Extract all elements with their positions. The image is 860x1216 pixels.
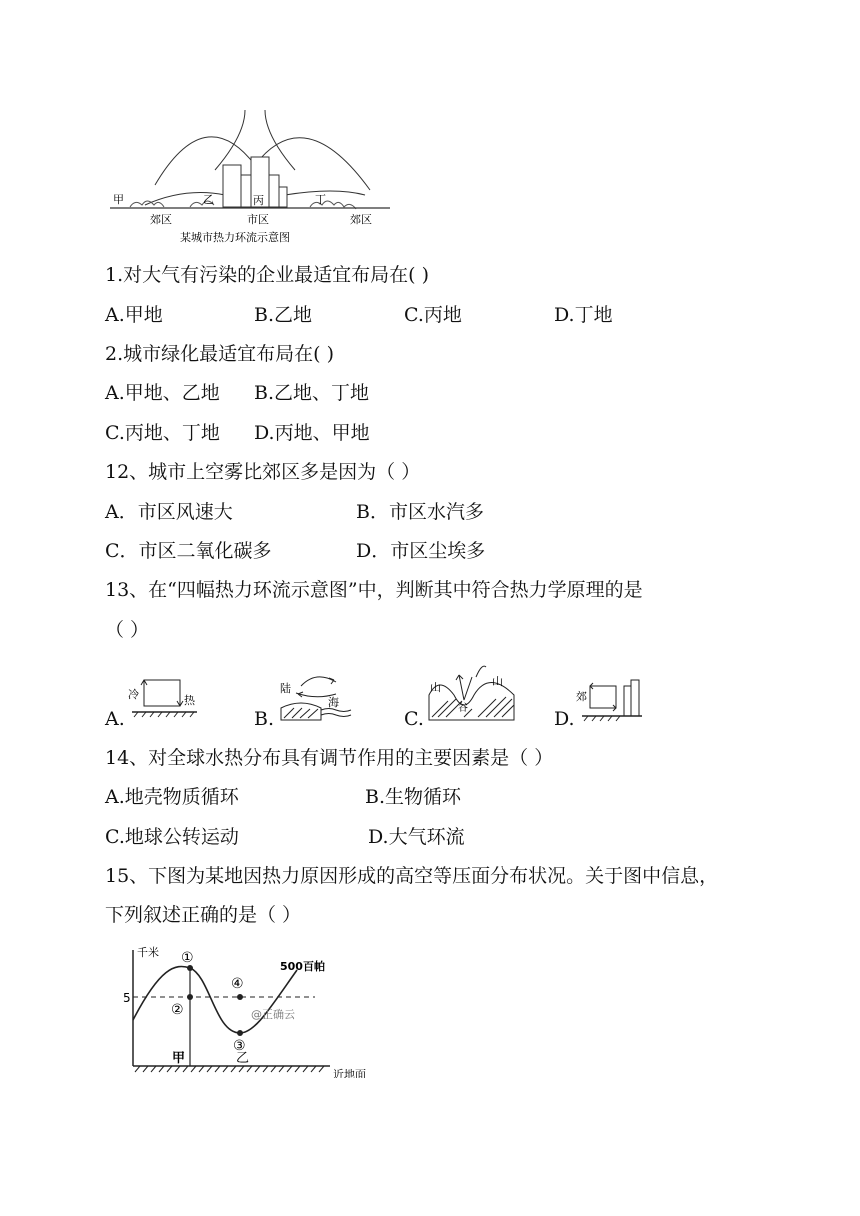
label-suburb-right: 郊区 (350, 213, 372, 226)
q1-option-a[interactable]: A.甲地 (105, 304, 163, 326)
q14-option-d[interactable]: D.大气环流 (368, 826, 465, 848)
label-yi-15: 乙 (236, 1051, 250, 1066)
q12-option-a[interactable]: A．市区风速大 (105, 501, 233, 523)
q2-stem: 2.城市绿化最适宜布局在( ) (105, 343, 334, 365)
q14-stem: 14、对全球水热分布具有调节作用的主要因素是（ ） (105, 747, 554, 769)
q2-option-b[interactable]: B.乙地、丁地 (254, 382, 370, 404)
q14-option-a[interactable]: A.地壳物质循环 (105, 786, 239, 808)
fig-c-mountain2: 山 (492, 675, 503, 688)
label-ding: 丁 (315, 193, 326, 206)
q14-option-b[interactable]: B.生物循环 (365, 786, 462, 808)
ground-label: 近地面 (333, 1068, 366, 1078)
isobar-figure (115, 938, 385, 1078)
label-bing: 丙 (253, 194, 264, 207)
point-4: ④ (231, 976, 244, 992)
q13-figure-b (276, 668, 366, 723)
q13-option-c[interactable]: C. (404, 708, 424, 730)
q13-stem-bracket: （ ） (105, 619, 150, 641)
q12-option-d[interactable]: D．市区尘埃多 (356, 540, 486, 562)
y-tick-5: 5 (123, 991, 131, 1005)
label-jia: 甲 (113, 193, 124, 206)
q13-stem: 13、在“四幅热力环流示意图”中，判断其中符合热力学原理的是 (105, 579, 643, 601)
q2-option-a[interactable]: A.甲地、乙地 (105, 382, 220, 404)
q1-option-b[interactable]: B.乙地 (254, 304, 313, 326)
q1-option-d[interactable]: D.丁地 (554, 304, 613, 326)
q12-option-c[interactable]: C．市区二氧化碳多 (105, 540, 272, 562)
y-axis-unit: 千米 (137, 946, 159, 959)
figure-caption: 某城市热力环流示意图 (180, 231, 290, 244)
q15-stem-line2: 下列叙述正确的是（ ） (105, 904, 302, 926)
point-1: ① (181, 950, 194, 966)
fig-b-land: 陆 (280, 682, 291, 695)
q1-option-c[interactable]: C.丙地 (404, 304, 462, 326)
fig-a-cold: 冷 (128, 688, 139, 701)
q12-stem: 12、城市上空雾比郊区多是因为（ ） (105, 461, 421, 483)
q2-option-c[interactable]: C.丙地、丁地 (105, 422, 220, 444)
watermark: @正确云 (251, 1008, 295, 1021)
fig-b-sea: 海 (328, 696, 339, 709)
q13-option-a[interactable]: A. (105, 708, 125, 730)
isobar-label: 500百帕 (280, 960, 325, 973)
q14-option-c[interactable]: C.地球公转运动 (105, 826, 239, 848)
fig-a-hot: 热 (184, 694, 195, 707)
fig-c-valley: 谷 (458, 703, 468, 714)
q13-option-d[interactable]: D. (554, 708, 575, 730)
q2-option-d[interactable]: D.丙地、甲地 (254, 422, 370, 444)
q1-stem: 1.对大气有污染的企业最适宜布局在( ) (105, 264, 429, 286)
fig-c-mountain1: 山 (430, 681, 441, 694)
q13-option-b[interactable]: B. (254, 708, 275, 730)
q13-figure-a (122, 670, 202, 720)
point-3: ③ (233, 1038, 246, 1054)
fig-d-suburb: 郊 (576, 690, 587, 703)
q15-stem-line1: 15、下图为某地因热力原因形成的高空等压面分布状况。关于图中信息， (105, 865, 719, 887)
city-heat-circulation-figure (105, 95, 405, 255)
label-city: 市区 (247, 213, 269, 226)
label-jia-15: 甲 (172, 1051, 186, 1066)
label-suburb-left: 郊区 (150, 213, 172, 226)
q12-option-b[interactable]: B．市区水汽多 (356, 501, 484, 523)
q13-figure-d (572, 676, 647, 722)
label-yi: 乙 (203, 193, 214, 206)
point-2: ② (171, 1002, 184, 1018)
q13-figure-c (424, 655, 519, 725)
